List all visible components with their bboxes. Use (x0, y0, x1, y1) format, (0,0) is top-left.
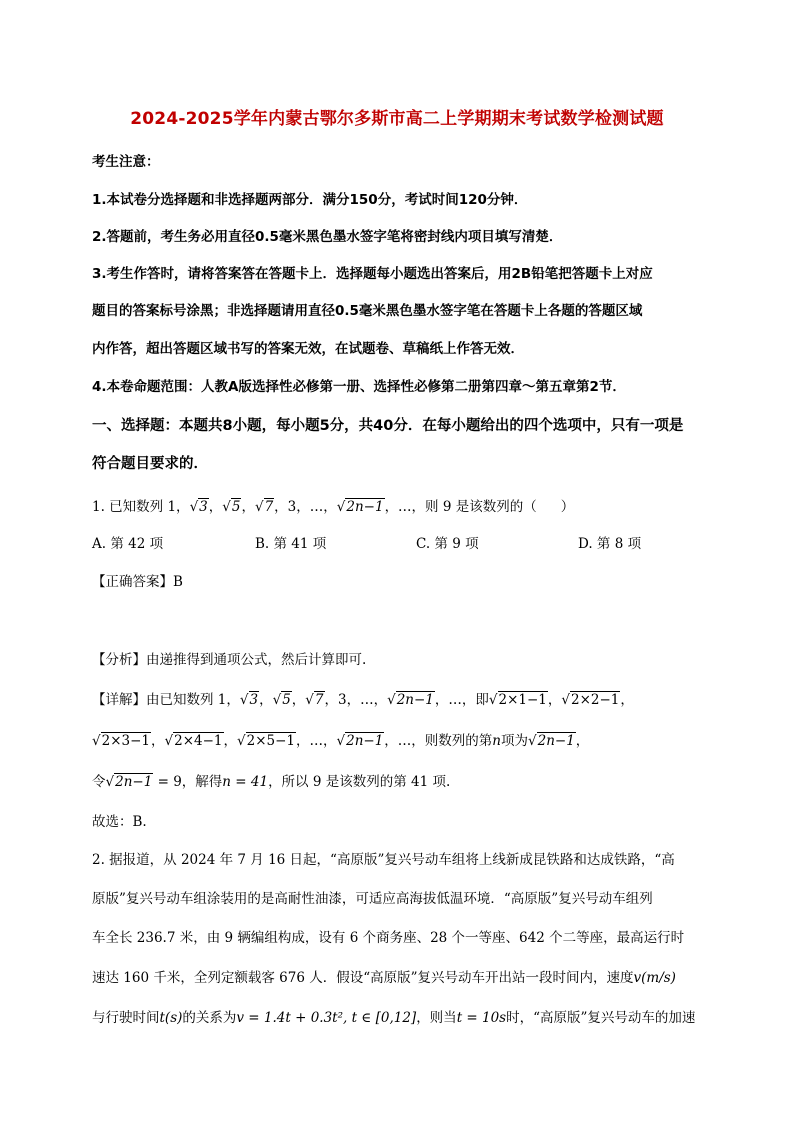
sqrt-5: √5 (222, 499, 241, 515)
notice-item-2: 2.答题前，考生务必用直径0.5毫米黑色墨水签字笔将密封线内项目填写清楚． (92, 229, 563, 245)
sqrt-7: √7 (254, 499, 274, 515)
q1-choose: 故选：B. (92, 814, 147, 830)
q2-line4: 速达 160 千米，全列定额载客 676 人．假设“高原版”复兴号动车开出站一段时间内，速度v(m/s) (92, 970, 676, 986)
q2-line3: 车全长 236.7 米，由 9 辆编组构成，设有 6 个商务座、28 个一等座、642 个二等座，最高运行时 (92, 930, 685, 946)
sqrt-2n-1: √2n−1 (336, 499, 384, 515)
notice-item-3: 3.考生作答时，请将答案答在答题卡上．选择题每小题选出答案后，用2B铅笔把答题卡上对应 (92, 266, 653, 282)
question-1: 1. 已知数列 1，√3，√5，√7，3，…，√2n−1，…，则 9 是该数列的（ ） (92, 499, 575, 515)
q1-answer: 【正确答案】B (92, 574, 183, 590)
section-heading: 一、选择题：本题共8小题，每小题5分，共40分．在每小题给出的四个选项中，只有一项是 (92, 418, 684, 434)
q1-close: ） (560, 499, 575, 515)
notice-item-1: 1.本试卷分选择题和非选择题两部分．满分150分，考试时间120分钟． (92, 192, 528, 208)
q1-mid: ，3，…， (274, 499, 337, 515)
q1-option-d[interactable]: D. 第 8 项 (578, 536, 642, 552)
notice-item-3-cont: 题目的答案标号涂黑；非选择题请用直径0.5毫米黑色墨水签字笔在答题卡上各题的答题区域 (92, 303, 643, 319)
notice-heading: 考生注意： (92, 154, 160, 170)
notice-item-3-cont2: 内作答，超出答题区域书写的答案无效，在试题卷、草稿纸上作答无效． (92, 341, 524, 357)
q1-option-a[interactable]: A. 第 42 项 (92, 536, 164, 552)
section-heading-cont: 符合题目要求的． (92, 456, 208, 472)
q1-option-b[interactable]: B. 第 41 项 (255, 536, 327, 552)
q2-line5: 与行驶时间t(s)的关系为v = 1.4t + 0.3t², t ∈ [0,12]，则当t = 10s时，“高原版”复兴号动车的加速 (92, 1010, 696, 1026)
q1-analysis: 【分析】由递推得到通项公式，然后计算即可. (92, 652, 367, 668)
q1-detail-line2: √2×3−1，√2×4−1，√2×5−1，…，√2n−1，…，则数列的第n项为√2n−1， (92, 733, 590, 749)
q1-detail-line1: 【详解】由已知数列 1，√3，√5，√7，3，…，√2n−1，…，即√2×1−1，√2×2−1， (92, 692, 634, 708)
notice-item-4: 4.本卷命题范围：人教A版选择性必修第一册、选择性必修第二册第四章～第五章第2节． (92, 379, 626, 395)
document-title: 2024-2025学年内蒙古鄂尔多斯市高二上学期期末考试数学检测试题 (130, 109, 664, 129)
q1-calculation: 令√2n−1 = 9，解得n = 41，所以 9 是该数列的第 41 项. (92, 774, 451, 790)
q2-line1: 2. 据报道，从 2024 年 7 月 16 日起，“高原版”复兴号动车组将上线新成昆铁路和达成铁路，“高 (92, 852, 675, 868)
q1-prefix: 1. 已知数列 1， (92, 499, 190, 515)
q1-option-c[interactable]: C. 第 9 项 (416, 536, 479, 552)
q2-line2: 原版”复兴号动车组涂装用的是高耐性油漆，可适应高海拔低温环境．“高原版”复兴号动车组列 (92, 891, 653, 907)
q1-suffix: ，…，则 9 是该数列的（ (384, 499, 537, 515)
sqrt-3: √3 (189, 499, 208, 515)
